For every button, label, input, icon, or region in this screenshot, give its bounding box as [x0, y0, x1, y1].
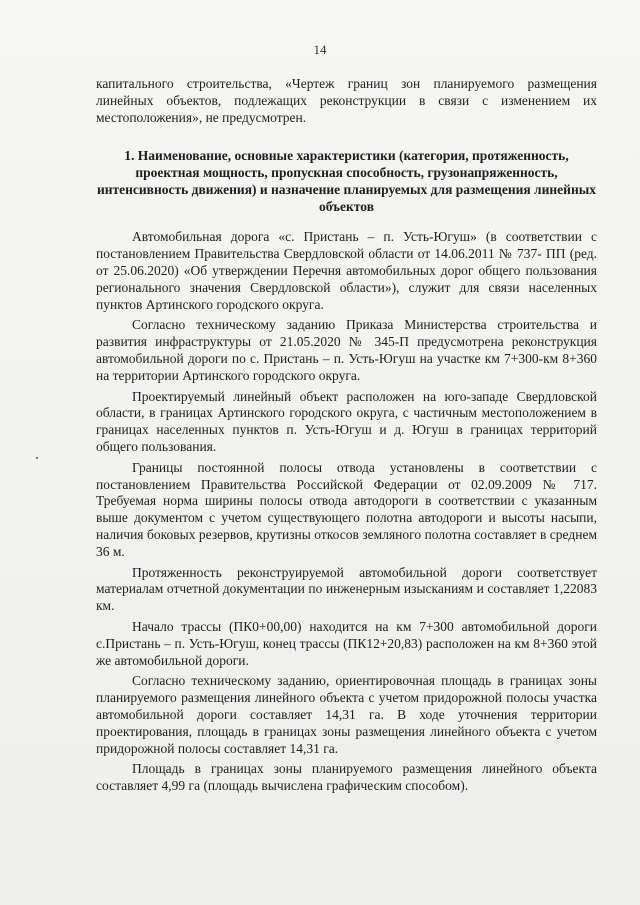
lead-paragraph: капитального строительства, «Чертеж границ зон планируемого размещения линейных объектов, подлежащих реконструкции в связи с изменением их местоположения», не предусмотрен.	[96, 76, 597, 125]
paragraph-object-area: Площадь в границах зоны планируемого размещения линейного объекта составляет 4,99 га (площадь вычислена графическим способом).	[96, 761, 597, 794]
paragraph-road-purpose: Автомобильная дорога «с. Пристань – п. Усть-Югуш» (в соответствии с постановлением Правительства Свердловской области от 14.06.2011 № 737- ПП (ред. от 25.06.2020) «Об утверждении Перечня автомобильных дорог общего пользования регионального значения Свердловской области»), служит для связи населенных пунктов Артинского городского округа.	[96, 229, 597, 312]
paragraph-zone-area: Согласно техническому заданию, ориентировочная площадь в границах зоны планируемого размещения линейного объекта с учетом придорожной полосы участка автомобильной дороги составляет 14,31 га. В ходе уточнения территории проектирования, площадь в границах зоны размещения линейного объекта с учетом придорожной полосы составляет 14,31 га.	[96, 673, 597, 756]
paragraph-length: Протяженность реконструируемой автомобильной дороги соответствует материалам отчетной документации по инженерным изысканиям и составляет 1,22083 км.	[96, 564, 597, 614]
paragraph-right-of-way: Границы постоянной полосы отвода установлены в соответствии с постановлением Правительства Российской Федерации от 02.09.2009 № 717. Требуемая норма ширины полосы отвода автодороги в соответствии с указанным выше документом с учетом существующего полотна автодороги и высоты насыпи, наличия боковых резервов, крутизны откосов земляного полотна составляет в среднем 36 м.	[96, 459, 597, 559]
paragraph-location: Проектируемый линейный объект расположен на юго-западе Свердловской области, в границах Артинского городского округа, с частичным местоположением в границах населенных пунктов п. Усть-Югуш и д. Югуш в границах территорий общего пользования.	[96, 388, 597, 454]
section-heading: 1. Наименование, основные характеристики (категория, протяженность, проектная мощность, пропускная способность, грузонапряженность, интенсивность движения) и назначение планируемых для размещения линейных объектов	[96, 148, 597, 215]
page-number: 14	[313, 42, 327, 57]
paragraph-technical-task: Согласно техническому заданию Приказа Министерства строительства и развития инфраструктуры от 21.05.2020 № 345-П предусмотрена реконструкция автомобильной дороги по с. Пристань – п. Усть-Югуш на участке км 7+300-км 8+360 на территории Артинского городского округа.	[96, 317, 597, 383]
scan-speck	[36, 457, 38, 459]
document-body	[96, 76, 597, 799]
paragraph-route-start-end: Начало трассы (ПК0+00,00) находится на км 7+300 автомобильной дороги с.Пристань – п. Усть-Югуш, конец трассы (ПК12+20,83) расположен на км 8+360 этой же автомобильной дороги.	[96, 618, 597, 668]
